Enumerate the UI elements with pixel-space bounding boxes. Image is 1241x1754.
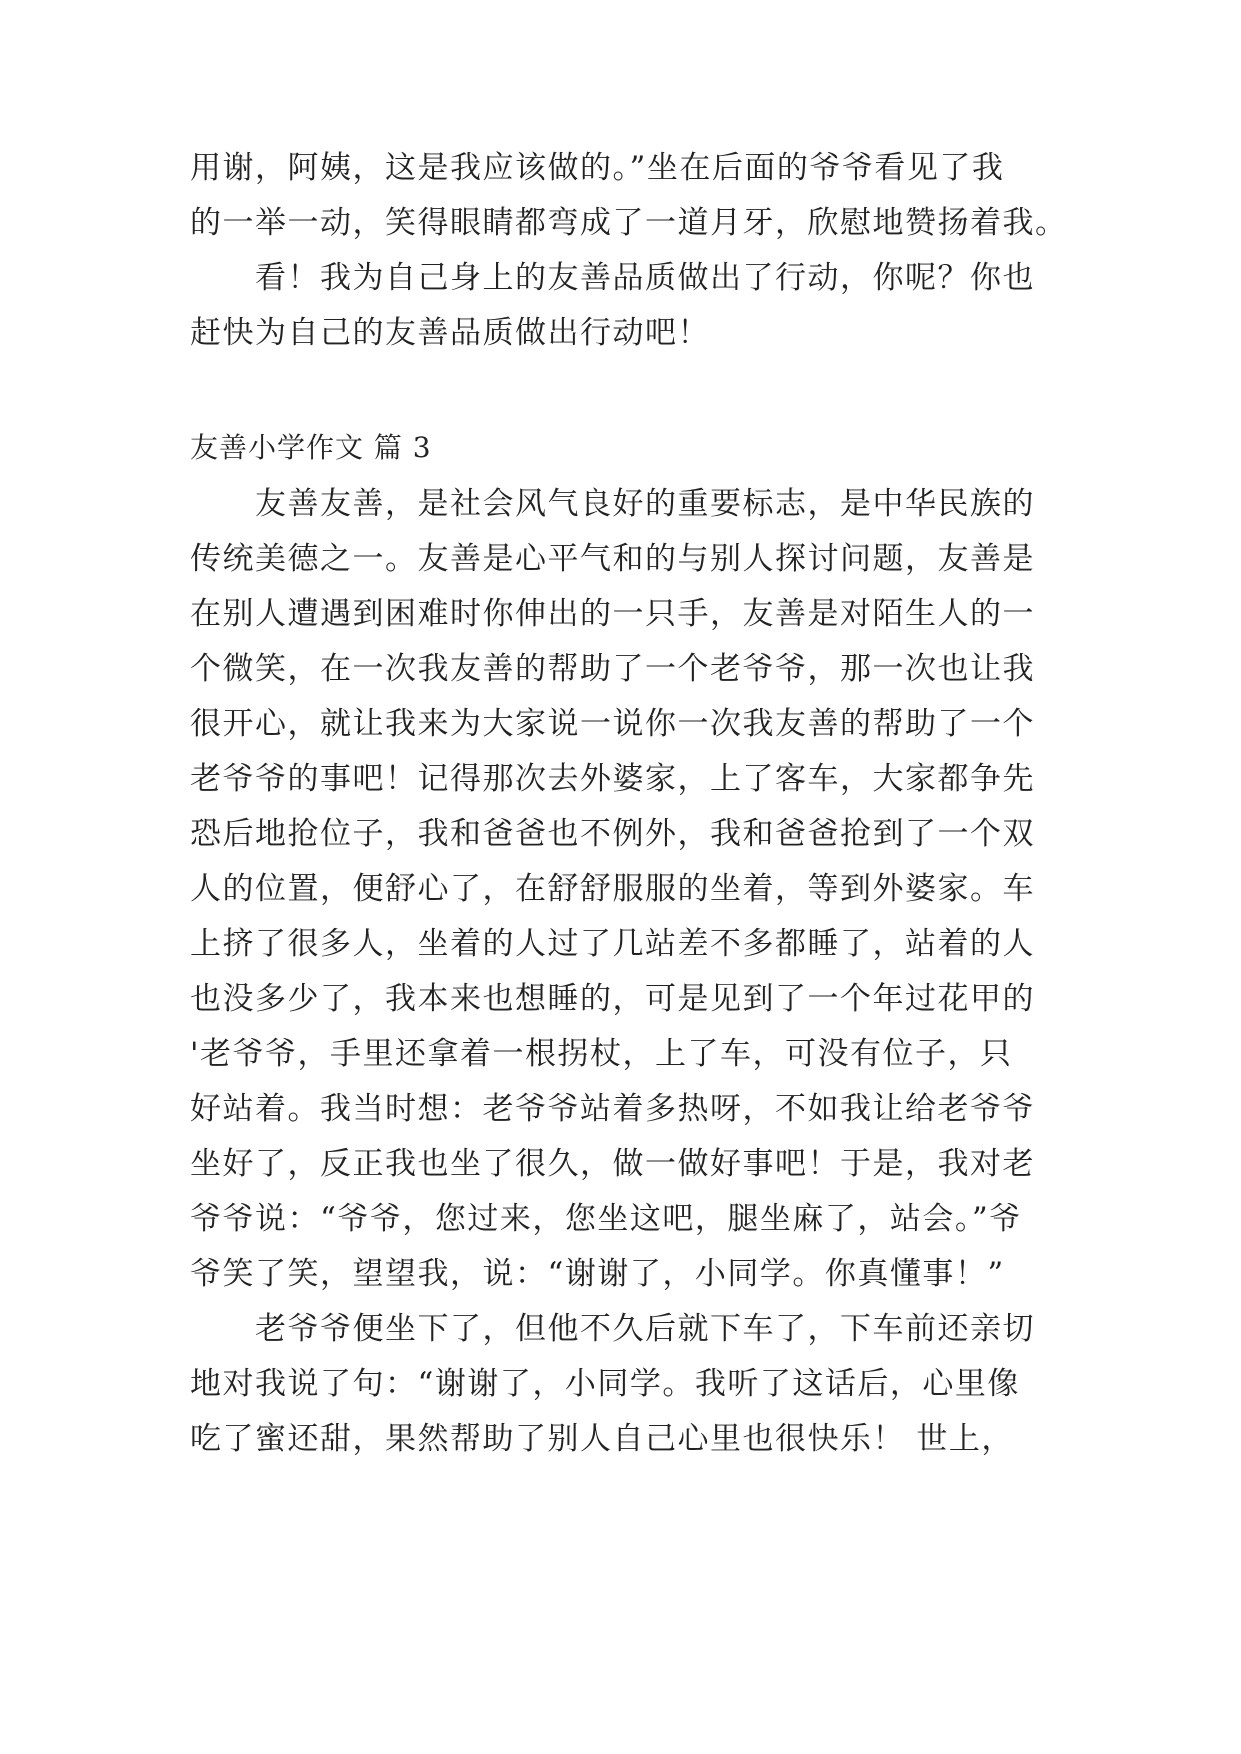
- text-line: 人的位置，便舒心了，在舒舒服服的坐着，等到外婆家。车: [190, 871, 1035, 907]
- text-line: 上挤了很多人，坐着的人过了几站差不多都睡了，站着的人: [190, 926, 1035, 962]
- text-line: 在别人遭遇到困难时你伸出的一只手，友善是对陌生人的一: [190, 596, 1035, 632]
- text-line: '老爷爷，手里还拿着一根拐杖，上了车，可没有位子，只: [190, 1036, 1013, 1072]
- text-line: 爷爷说：“爷爷，您过来，您坐这吧，腿坐麻了，站会。”爷: [190, 1201, 1022, 1237]
- text-line: 很开心，就让我来为大家说一说你一次我友善的帮助了一个: [190, 706, 1035, 742]
- text-line: 吃了蜜还甜，果然帮助了别人自己心里也很快乐！ 世上，: [190, 1421, 1014, 1457]
- paragraph-start-line: 友善友善，是社会风气良好的重要标志，是中华民族的: [255, 486, 1035, 522]
- text-line: 地对我说了句：“谢谢了，小同学。我听了这话后，心里像: [190, 1366, 1020, 1402]
- text-line: 爷笑了笑，望望我，说：“谢谢了，小同学。你真懂事！”: [190, 1256, 1005, 1292]
- paragraph-start-line: 看！我为自己身上的友善品质做出了行动，你呢？你也: [255, 260, 1035, 296]
- section-title: 友善小学作文 篇 3: [190, 431, 432, 464]
- text-line: 老爷爷的事吧！记得那次去外婆家，上了客车，大家都争先: [190, 761, 1035, 797]
- text-line: 的一举一动，笑得眼睛都弯成了一道月牙，欣慰地赞扬着我。: [190, 205, 1068, 241]
- text-line: 也没多少了，我本来也想睡的，可是见到了一个年过花甲的: [190, 981, 1035, 1017]
- text-line: 个微笑，在一次我友善的帮助了一个老爷爷，那一次也让我: [190, 651, 1035, 687]
- paragraph-start-line: 老爷爷便坐下了，但他不久后就下车了，下车前还亲切: [255, 1311, 1035, 1347]
- text-line: 恐后地抢位子，我和爸爸也不例外，我和爸爸抢到了一个双: [190, 816, 1035, 852]
- text-line: 传统美德之一。友善是心平气和的与别人探讨问题，友善是: [190, 541, 1035, 577]
- text-line: 好站着。我当时想：老爷爷站着多热呀，不如我让给老爷爷: [190, 1091, 1035, 1127]
- text-line: 赶快为自己的友善品质做出行动吧！: [190, 315, 710, 351]
- text-line: 用谢，阿姨，这是我应该做的。”坐在后面的爷爷看见了我: [190, 150, 1005, 186]
- text-line: 坐好了，反正我也坐了很久，做一做好事吧！于是，我对老: [190, 1146, 1035, 1182]
